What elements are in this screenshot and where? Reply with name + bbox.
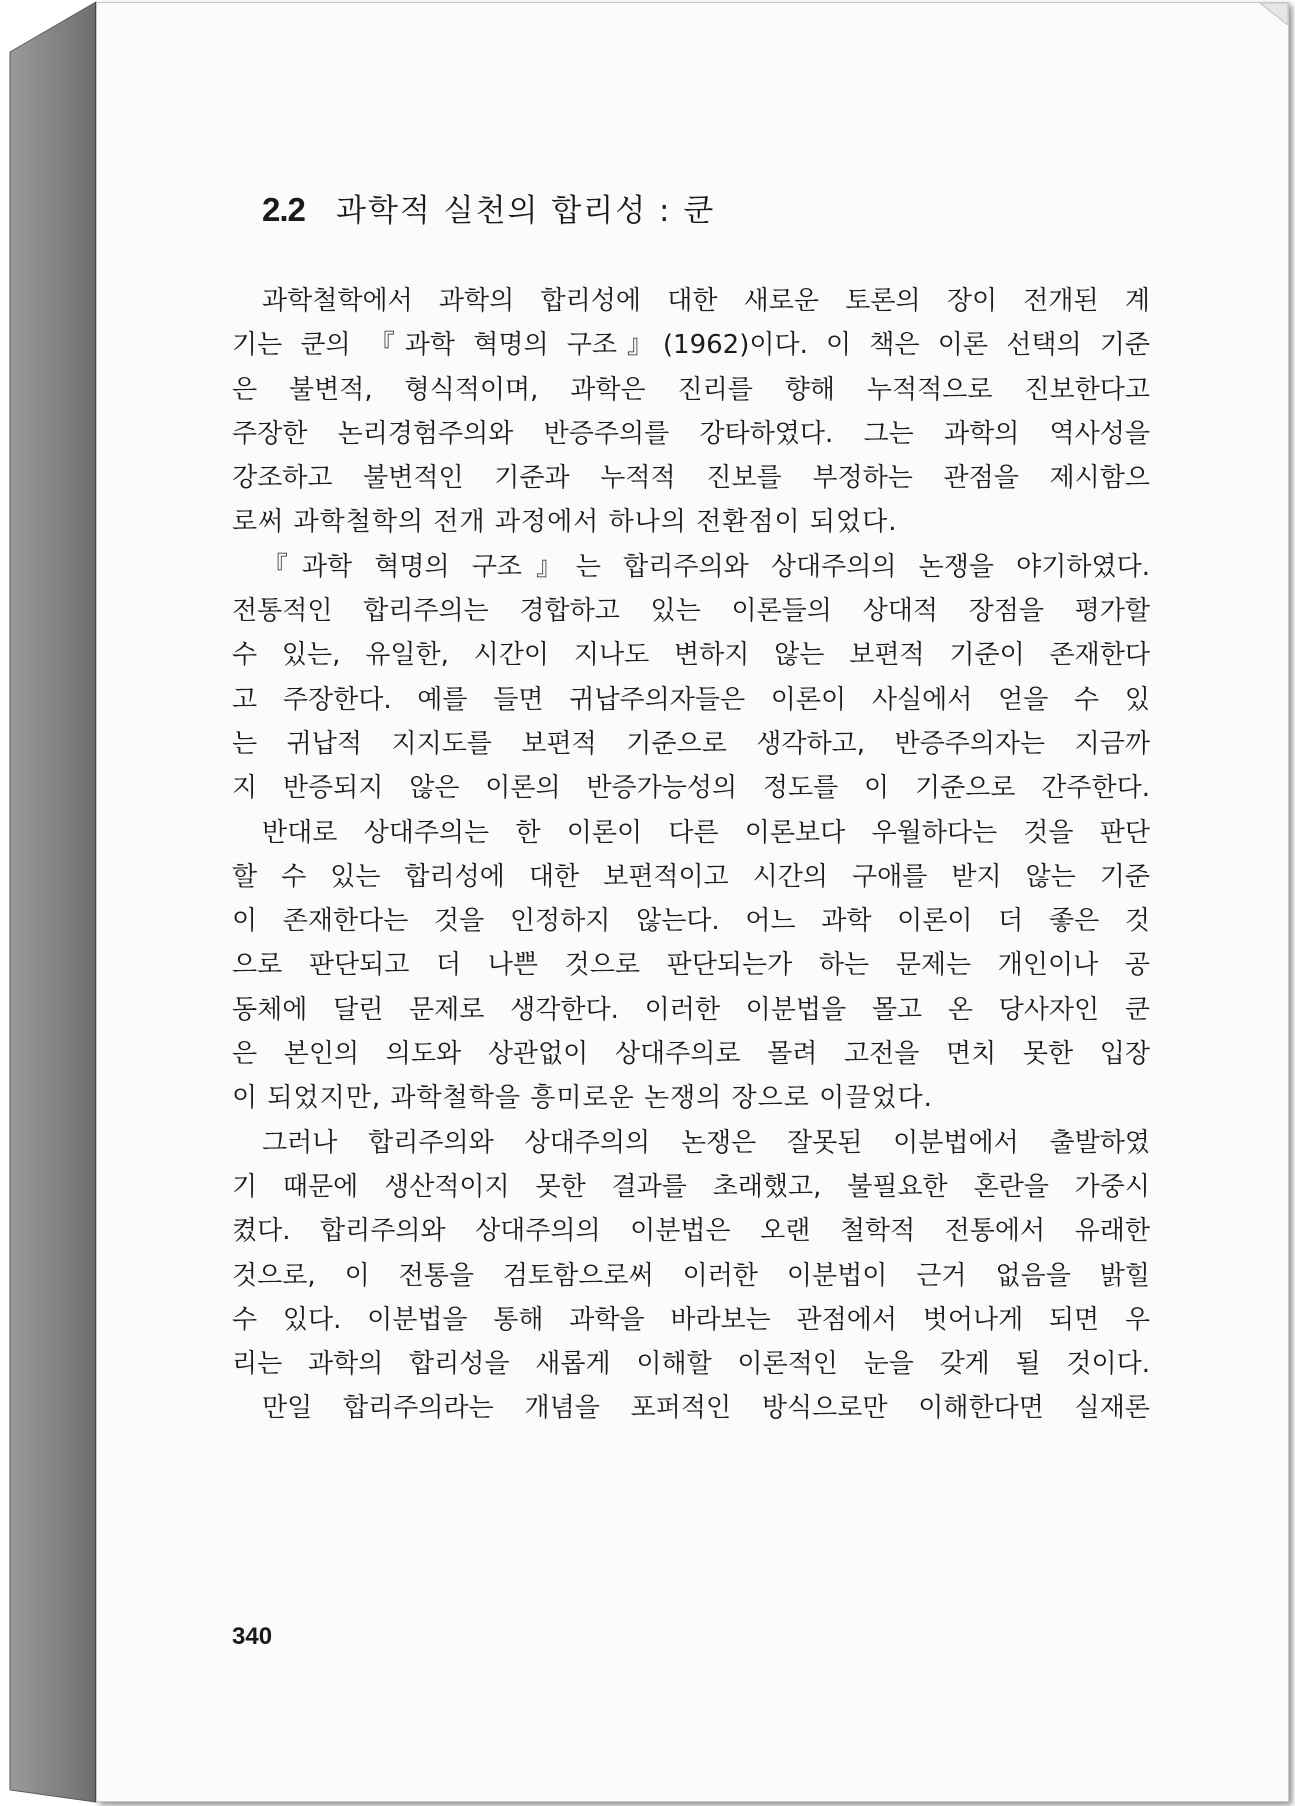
body-text bbox=[232, 279, 1150, 1431]
text-line: 은 불변적, 형식적이며, 과학은 진리를 향해 누적적으로 진보한다고 bbox=[232, 374, 1150, 405]
text-line: 리는 과학의 합리성을 새롭게 이해할 이론적인 눈을 갖게 될 것이다. bbox=[232, 1349, 1150, 1380]
text-line: 만일 합리주의라는 개념을 포퍼적인 방식으로만 이해한다면 실재론 bbox=[262, 1393, 1150, 1424]
text-line: 이 존재한다는 것을 인정하지 않는다. 어느 과학 이론이 더 좋은 것 bbox=[232, 906, 1150, 937]
text-line: 는 귀납적 지지도를 보편적 기준으로 생각하고, 반증주의자는 지금까 bbox=[232, 728, 1150, 759]
text-line: 수 있는, 유일한, 시간이 지나도 변하지 않는 보편적 기준이 존재한다 bbox=[232, 640, 1150, 671]
text-line: 것으로, 이 전통을 검토함으로써 이러한 이분법이 근거 없음을 밝힐 bbox=[232, 1260, 1150, 1291]
text-line: 켰다. 합리주의와 상대주의의 이분법은 오랜 철학적 전통에서 유래한 bbox=[232, 1216, 1150, 1247]
text-line: 지 반증되지 않은 이론의 반증가능성의 정도를 이 기준으로 간주한다. bbox=[232, 773, 1150, 804]
section-number: 2.2 bbox=[262, 191, 305, 228]
text-line: 으로 판단되고 더 나쁜 것으로 판단되는가 하는 문제는 개인이나 공 bbox=[232, 950, 1150, 981]
text-line: 로써 과학철학의 전개 과정에서 하나의 전환점이 되었다. bbox=[232, 507, 898, 538]
book-spine-shape bbox=[0, 0, 100, 1806]
section-heading bbox=[262, 185, 715, 230]
text-line: 수 있다. 이분법을 통해 과학을 바라보는 관점에서 벗어나게 되면 우 bbox=[232, 1304, 1150, 1335]
text-line: 이 되었지만, 과학철학을 흥미로운 논쟁의 장으로 이끌었다. bbox=[232, 1083, 933, 1114]
text-line: 고 주장한다. 예를 들면 귀납주의자들은 이론이 사실에서 얻을 수 있 bbox=[232, 684, 1150, 715]
text-line: 은 본인의 의도와 상관없이 상대주의로 몰려 고전을 면치 못한 입장 bbox=[232, 1039, 1150, 1070]
text-line: 기 때문에 생산적이지 못한 결과를 초래했고, 불필요한 혼란을 가중시 bbox=[232, 1171, 1150, 1202]
page-corner-fold bbox=[1260, 3, 1288, 25]
text-line: 기는 쿤의 『과학 혁명의 구조』(1962)이다. 이 책은 이론 선택의 기준 bbox=[232, 330, 1150, 361]
text-line: 주장한 논리경험주의와 반증주의를 강타하였다. 그는 과학의 역사성을 bbox=[232, 418, 1150, 449]
text-line: 동체에 달린 문제로 생각한다. 이러한 이분법을 몰고 온 당사자인 쿤 bbox=[232, 994, 1150, 1025]
text-line: 강조하고 불변적인 기준과 누적적 진보를 부정하는 관점을 제시함으 bbox=[232, 463, 1150, 494]
book-spine bbox=[0, 0, 100, 1806]
text-line: 그러나 합리주의와 상대주의의 논쟁은 잘못된 이분법에서 출발하였 bbox=[262, 1127, 1150, 1158]
text-line: 반대로 상대주의는 한 이론이 다른 이론보다 우월하다는 것을 판단 bbox=[262, 817, 1150, 848]
section-title: 과학적 실천의 합리성 : 쿤 bbox=[335, 193, 716, 229]
page-number: 340 bbox=[232, 1623, 273, 1650]
book-page bbox=[96, 2, 1289, 1802]
text-line: 전통적인 합리주의는 경합하고 있는 이론들의 상대적 장점을 평가할 bbox=[232, 596, 1150, 627]
text-line: 할 수 있는 합리성에 대한 보편적이고 시간의 구애를 받지 않는 기준 bbox=[232, 861, 1150, 892]
text-line: 과학철학에서 과학의 합리성에 대한 새로운 토론의 장이 전개된 계 bbox=[262, 286, 1150, 316]
text-line: 『과학 혁명의 구조』는 합리주의와 상대주의의 논쟁을 야기하였다. bbox=[262, 551, 1150, 582]
